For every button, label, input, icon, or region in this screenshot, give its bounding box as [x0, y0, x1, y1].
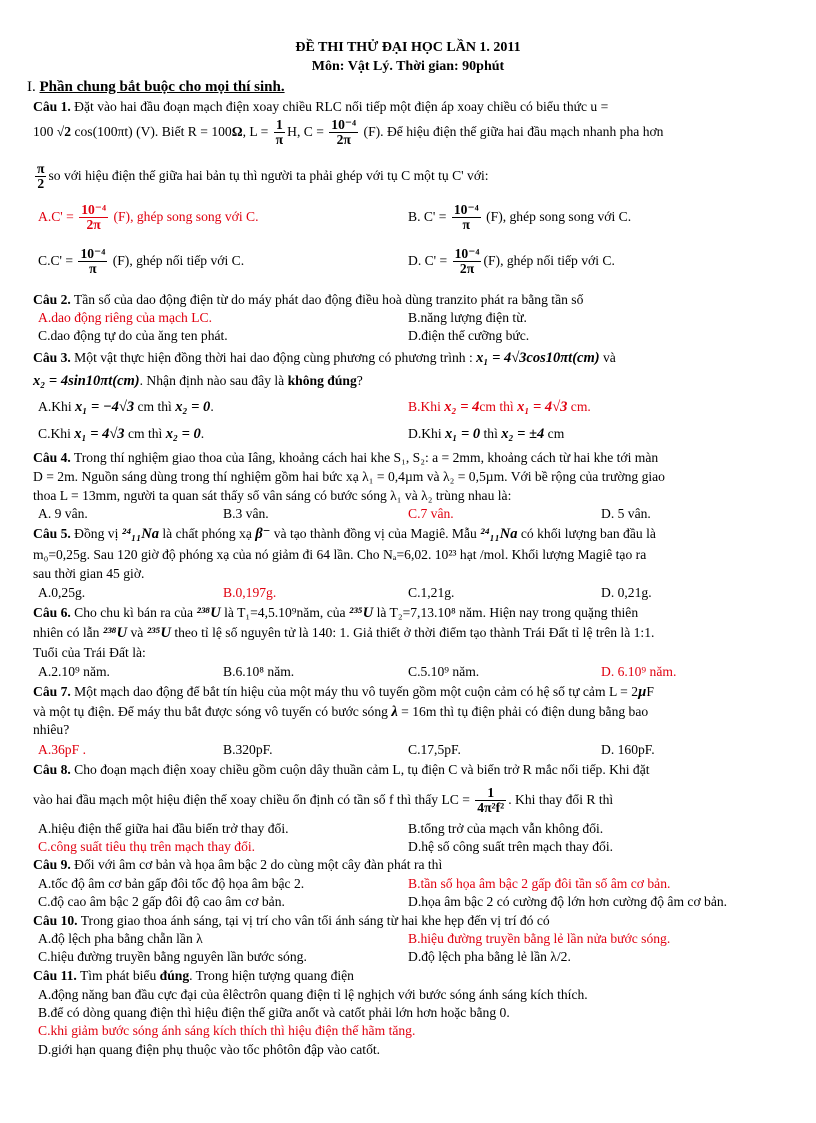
q11-option-b[interactable]: B.để có dòng quang điện thì hiệu điện thế giữa anốt và catốt phải lớn hơn hoặc bằng 0. [38, 1005, 510, 1020]
q8-stem-line2: vào hai đầu mạch một hiệu điện thế xoay chiều ổn định có tần số f thì thấy LC = $\frac{1}{\text{4π²f²}}$ . Khi thay đổi R thì [33, 785, 614, 816]
q2-option-b[interactable]: B.năng lượng điện từ. [408, 310, 527, 325]
q4-option-c[interactable]: C.7 vân. [408, 506, 454, 521]
q11-stem: Câu 11. Tìm phát biểu đúng. Trong hiện tượng quang điện [33, 968, 354, 983]
exam-title: ĐỀ THI THỬ ĐẠI HỌC LẦN 1. 2011 [295, 40, 521, 55]
q5-option-b[interactable]: B.0,197g. [223, 585, 277, 600]
q11-option-d[interactable]: D.giới hạn quang điện phụ thuộc vào tốc phôtôn đập vào catốt. [38, 1042, 381, 1057]
q5-stem-line2: m₀=0,25g. Sau 120 giờ độ phóng xạ của nó giảm đi 64 lần. Cho Nₐ=6,02. 10²³ hạt /mol. Khối lượng Magiê tạo ra [33, 547, 647, 562]
q6-option-b[interactable]: B.6.10⁸ năm. [223, 664, 295, 679]
q4-stem-line2: D = 2m. Nguồn sáng dùng trong thí nghiệm gồm hai bức xạ λ₁ = 0,4µm và λ₂ = 0,5µm. Với bề rộng của trường giao [33, 469, 665, 484]
q4-option-a[interactable]: A. 9 vân. [38, 506, 88, 521]
q9-option-a[interactable]: A.tốc độ âm cơ bản gấp đôi tốc độ họa âm bậc 2. [38, 876, 305, 891]
q7-stem-line3: nhiêu? [33, 722, 70, 737]
q2-option-c[interactable]: C.dao động tự do của ăng ten phát. [38, 328, 228, 343]
q7-option-b[interactable]: B.320pF. [223, 742, 273, 757]
q5-stem-line3: sau thời gian 45 giờ. [33, 566, 145, 581]
q3-option-b[interactable]: B.Khi x₂ = 4cm thì x₁ = 4√3 cm. [408, 399, 591, 415]
q11-option-a[interactable]: A.động năng ban đầu cực đại của êlêctrôn quang điện tỉ lệ nghịch với bước sóng ánh sáng kích thích. [38, 987, 588, 1002]
q1-stem-line2: 100 √2 cos(100πt) (V). Biết R = 100Ω, L = $\frac{1}{\pi}$ H, C = $\frac{\text{10⁻⁴}}{2\pi}$ (F). Để hiệu điện thế giữa hai đầu mạch nhanh pha hơn [33, 117, 664, 148]
q9-option-b[interactable]: B.tần số họa âm bậc 2 gấp đôi tần số âm cơ bản. [408, 876, 671, 891]
q3-option-a[interactable]: A.Khi x₁ = −4√3 cm thì x₂ = 0. [38, 399, 214, 415]
q6-option-c[interactable]: C.5.10⁹ năm. [408, 664, 480, 679]
q1-option-b[interactable]: B. C' = $\frac{\text{10⁻⁴}}{\pi}$ (F), ghép song song với C. [408, 202, 632, 233]
q5-option-a[interactable]: A.0,25g. [38, 585, 86, 600]
q8-option-a[interactable]: A.hiệu điện thế giữa hai đầu biến trở thay đổi. [38, 821, 289, 836]
q8-option-d[interactable]: D.hệ số công suất trên mạch thay đổi. [408, 839, 613, 854]
q3-stem-line1: Câu 3. Một vật thực hiện đồng thời hai dao động cùng phương có phương trình : x₁ = 4√3cos10πt(cm) và [33, 350, 616, 366]
q10-option-b[interactable]: B.hiệu đường truyền bằng lẻ lần nửa bước sóng. [408, 931, 671, 946]
q8-option-c[interactable]: C.công suất tiêu thụ trên mạch thay đổi. [38, 839, 256, 854]
q10-stem: Câu 10. Trong giao thoa ánh sáng, tại vị trí cho vân tối ánh sáng từ hai khe hẹp đến vị trí đó có [33, 913, 550, 928]
q7-option-a[interactable]: A.36pF . [38, 742, 86, 757]
q1-stem-line1: Câu 1. Đặt vào hai đầu đoạn mạch điện xoay chiều RLC nối tiếp một điện áp xoay chiều có biểu thức u = [33, 99, 609, 114]
q6-option-d[interactable]: D. 6.10⁹ năm. [601, 664, 677, 679]
q1-option-a[interactable]: A.C' = $\frac{\text{10⁻⁴}}{2\pi}$ (F), ghép song song với C. [38, 202, 259, 233]
q7-option-c[interactable]: C.17,5pF. [408, 742, 461, 757]
q4-option-b[interactable]: B.3 vân. [223, 506, 269, 521]
q1-option-d[interactable]: D. C' = $\frac{\text{10⁻⁴}}{2\pi}$ (F), ghép nối tiếp với C. [408, 246, 615, 277]
q3-option-d[interactable]: D.Khi x₁ = 0 thì x₂ = ±4 cm [408, 426, 565, 442]
q1-stem-line3: $\frac{\pi}{2}$ so với hiệu điện thế giữa hai bản tụ thì người ta phải ghép với tụ C một tụ C' với: [37, 161, 489, 192]
q6-stem-line3: Tuổi của Trái Đất là: [33, 645, 146, 660]
q7-stem-line2: và một tụ điện. Để máy thu bắt được sóng vô tuyến có bước sóng λ = 16m thì tụ điện phải có điện dung bằng bao [33, 704, 649, 720]
q3-stem-line2: x₂ = 4sin10πt(cm). Nhận định nào sau đây là không đúng? [33, 373, 363, 389]
q6-option-a[interactable]: A.2.10⁹ năm. [38, 664, 110, 679]
q3-option-c[interactable]: C.Khi x₁ = 4√3 cm thì x₂ = 0. [38, 426, 205, 442]
q7-stem-line1: Câu 7. Một mạch dao động để bắt tín hiệu của một máy thu vô tuyến gồm một cuộn cảm có hệ số tự cảm L = 2µF [33, 684, 654, 700]
q5-option-c[interactable]: C.1,21g. [408, 585, 455, 600]
q2-option-a[interactable]: A.dao động riêng của mạch LC. [38, 310, 213, 325]
q4-stem-line3: thoa L = 13mm, người ta quan sát thấy số vân sáng có bước sóng λ₁ và λ₂ trùng nhau là: [33, 488, 512, 503]
q6-stem-line2: nhiên có lẫn ²³⁸U và ²³⁵U theo tỉ lệ số nguyên tử là 140: 1. Giả thiết ở thời điểm tạo thành Trái Đất tỉ lệ trên là 1:1. [33, 625, 655, 641]
q4-option-d[interactable]: D. 5 vân. [601, 506, 651, 521]
q10-option-d[interactable]: D.độ lệch pha bằng lẻ lần λ/2. [408, 949, 571, 964]
q9-option-c[interactable]: C.độ cao âm bậc 2 gấp đôi độ cao âm cơ bản. [38, 894, 285, 909]
q5-option-d[interactable]: D. 0,21g. [601, 585, 652, 600]
q9-stem: Câu 9. Đối với âm cơ bản và họa âm bậc 2 do cùng một cây đàn phát ra thì [33, 857, 443, 872]
q5-stem-line1: Câu 5. Đồng vị ²⁴₁₁Na là chất phóng xạ β⁻ và tạo thành đồng vị của Magiê. Mẫu ²⁴₁₁Na có khối lượng ban đầu là [33, 526, 656, 542]
q2-stem: Câu 2. Tần số của dao động điện từ do máy phát dao động điều hoà dùng tranzito phát ra bằng tần số [33, 292, 584, 307]
q4-stem-line1: Câu 4. Trong thí nghiệm giao thoa của Iâng, khoảng cách hai khe S₁, S₂: a = 2mm, khoảng cách từ hai khe tới màn [33, 450, 659, 465]
q10-option-c[interactable]: C.hiệu đường truyền bằng nguyên lần bước sóng. [38, 949, 307, 964]
q8-stem-line1: Câu 8. Cho đoạn mạch điện xoay chiều gồm cuộn dây thuần cảm L, tụ điện C và biến trở R mắc nối tiếp. Khi đặt [33, 762, 650, 777]
q8-option-b[interactable]: B.tổng trở của mạch vẫn không đổi. [408, 821, 604, 836]
q6-stem-line1: Câu 6. Cho chu kì bán ra của ²³⁸U là T₁=4,5.10⁹năm, của ²³⁵U là T₂=7,13.10⁸ năm. Hiện nay trong quặng thiên [33, 605, 639, 621]
section-heading: I. Phần chung bắt buộc cho mọi thí sinh. [27, 79, 285, 95]
q11-option-c[interactable]: C.khi giảm bước sóng ánh sáng kích thích thì hiệu điện thế hãm tăng. [38, 1023, 416, 1038]
q9-option-d[interactable]: D.họa âm bậc 2 có cường độ lớn hơn cường độ âm cơ bản. [408, 894, 728, 909]
q10-option-a[interactable]: A.độ lệch pha bằng chẵn lần λ [38, 931, 203, 946]
q2-option-d[interactable]: D.điện thế cưỡng bức. [408, 328, 530, 343]
exam-subtitle: Môn: Vật Lý. Thời gian: 90phút [311, 59, 505, 74]
q1-option-c[interactable]: C.C' = $\frac{\text{10⁻⁴}}{\pi}$ (F), ghép nối tiếp với C. [38, 246, 245, 277]
q7-option-d[interactable]: D. 160pF. [601, 742, 655, 757]
